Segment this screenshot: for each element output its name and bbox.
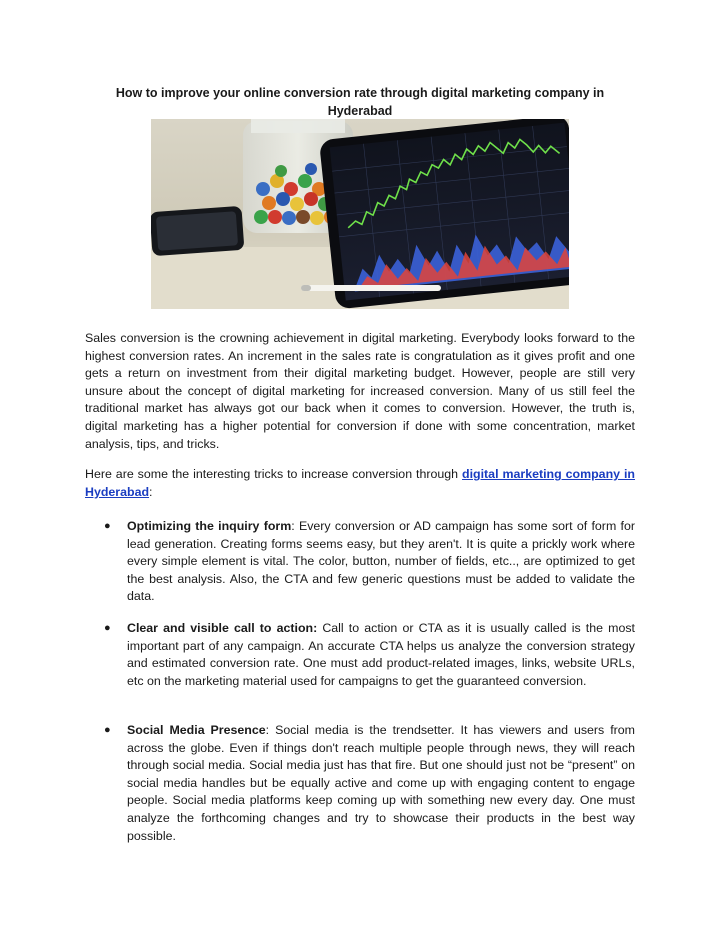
lead-in-text: Here are some the interesting tricks to increase conversion through	[85, 467, 463, 481]
tip-heading: Social Media Presence	[127, 723, 266, 737]
tip-item-social-media	[127, 722, 635, 845]
bullet-icon: ●	[104, 724, 111, 736]
tip-separator: :	[265, 723, 270, 737]
bullet-icon: ●	[104, 520, 111, 532]
digital-marketing-link[interactable]: digital marketing company in Hyderabad	[85, 467, 636, 499]
intro-paragraph: Sales conversion is the crowning achievement in digital marketing. Everybody looks forward to the highest conversion rates. An increment in the sales rate is congratulation as it gives profit and one gets a return on investment from their digital marketing budget. However, people are still very unsure about the concept of digital marketing for increased conversion. Many of us still feel the traditional market has always got our back when it comes to conversion. However, the truth is, digital marketing has a higher potential for conversion if done with some concentration, market analysis, tips, and tricks.	[85, 331, 635, 451]
tip-item-call-to-action	[127, 620, 635, 690]
hero-image	[151, 119, 569, 309]
document-title: How to improve your online conversion rate through digital marketing company in Hyderabad	[115, 86, 605, 118]
tip-heading: Optimizing the inquiry form	[127, 519, 292, 533]
tip-item-inquiry-form	[127, 518, 635, 606]
tip-body: Social media is the trendsetter. It has viewers and users from across the globe. Even if things don't reach multiple people through news, they will reach through social media. Social media just has that fire. But one should just not be “present” on social media handles but be equally active and come up with engaging content to engage people. Social media platforms keep coming up with something new every day. One must analyze the forthcoming changes and try to showcase their products in the best way possible.	[127, 723, 635, 843]
tip-separator: :	[291, 519, 295, 533]
tip-body: Every conversion or AD campaign has some sort of form for lead generation. Creating forms seems easy, but they aren't. It is quite a prickly work where every simple element is vital. The color, button, number of fields, etc.., are optimized to get the best analysis. Also, the CTA and few generic questions must be added to validate the data.	[127, 519, 635, 604]
tip-body: Call to action or CTA as it is usually called is the most important part of any campaign. An accurate CTA helps us analyze the conversion strategy and estimated conversion rate. One must add product-related images, links, website URLs, etc on the marketing material used for campaigns to get the guaranteed conversion.	[127, 621, 635, 688]
lead-in-paragraph	[85, 466, 635, 501]
lead-in-end: :	[149, 484, 153, 499]
tip-heading: Clear and visible call to action:	[127, 621, 318, 635]
bullet-icon: ●	[104, 622, 111, 634]
